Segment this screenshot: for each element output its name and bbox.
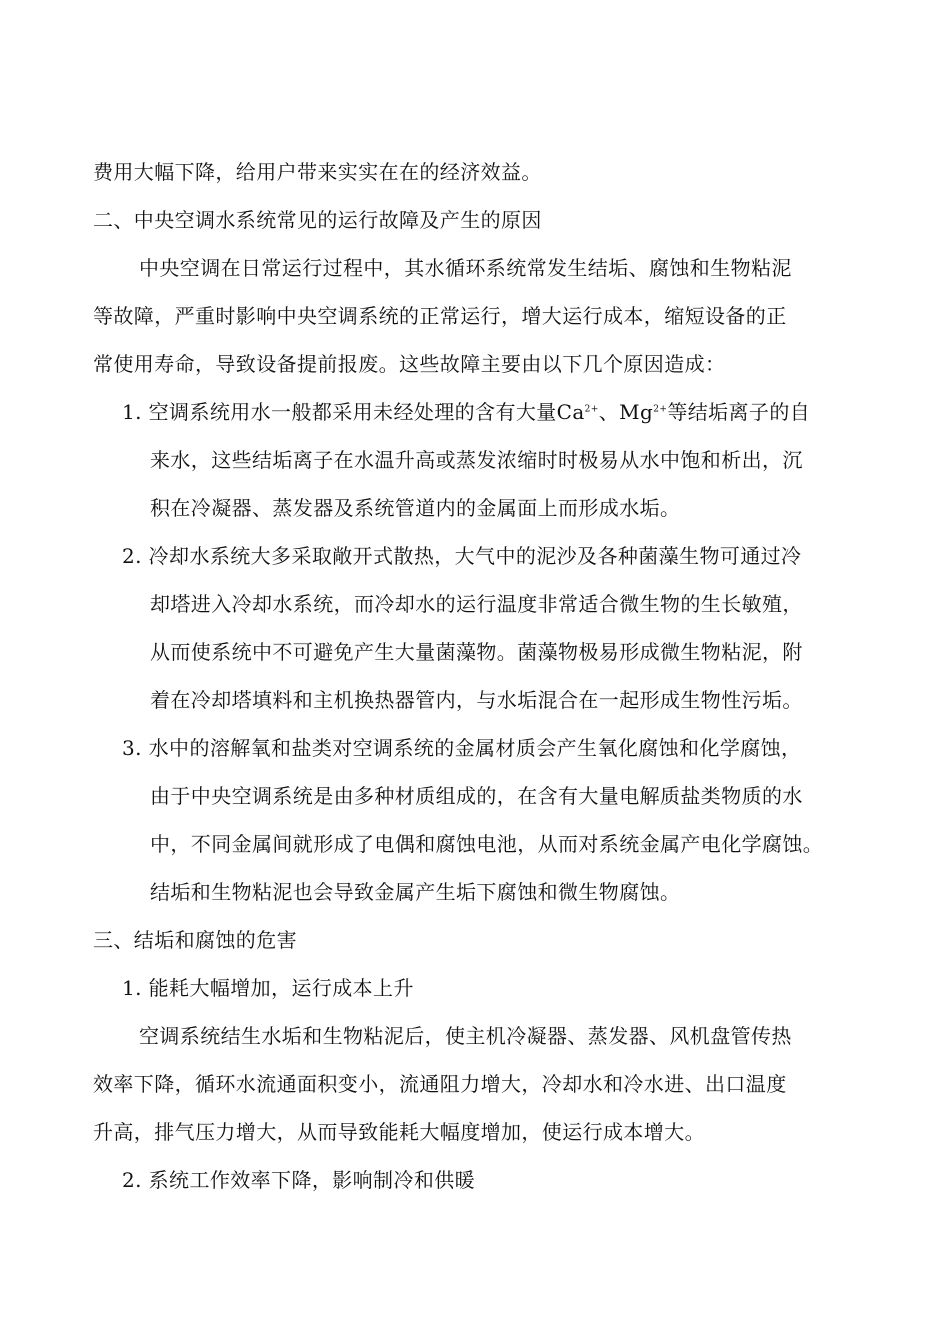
subsection-title: 2. 系统工作效率下降，影响制冷和供暖 (122, 1168, 476, 1192)
list-item-line: 来水，这些结垢离子在水温升高或蒸发浓缩时时极易从水中饱和析出，沉 (150, 448, 803, 472)
section-heading: 三、结垢和腐蚀的危害 (93, 928, 297, 952)
list-item-line: 3. 水中的溶解氧和盐类对空调系统的金属材质会产生氧化腐蚀和化学腐蚀， (122, 736, 802, 760)
separator: 、 (598, 400, 620, 424)
list-item-line: 积在冷凝器、蒸发器及系统管道内的金属面上而形成水垢。 (150, 496, 681, 520)
list-item-text: 1. 空调系统用水一般都采用未经处理的含有大量 (122, 400, 557, 424)
section-heading: 二、中央空调水系统常见的运行故障及产生的原因 (93, 208, 542, 232)
ion-symbol: Ca (556, 400, 585, 424)
ion-charge: 2+ (584, 404, 599, 415)
paragraph-line: 升高，排气压力增大，从而导致能耗大幅度增加，使运行成本增大。 (93, 1120, 705, 1144)
ion-charge: 2+ (653, 404, 668, 415)
paragraph-line: 空调系统结生水垢和生物粘泥后，使主机冷凝器、蒸发器、风机盘管传热 (139, 1024, 792, 1048)
list-item-text: 等结垢离子的自 (667, 400, 811, 424)
list-item-line: 从而使系统中不可避免产生大量菌藻物。菌藻物极易形成微生物粘泥，附 (150, 640, 803, 664)
list-item-line: 着在冷却塔填料和主机换热器管内，与水垢混合在一起形成生物性污垢。 (150, 688, 803, 712)
paragraph-line: 等故障，严重时影响中央空调系统的正常运行，增大运行成本，缩短设备的正 (93, 304, 787, 328)
paragraph-line: 常使用寿命，导致设备提前报废。这些故障主要由以下几个原因造成： (93, 352, 726, 376)
paragraph-line: 中央空调在日常运行过程中，其水循环系统常发生结垢、腐蚀和生物粘泥 (139, 256, 792, 280)
ion-symbol: Mg (619, 400, 654, 424)
paragraph-line: 效率下降，循环水流通面积变小，流通阻力增大，冷却水和冷水进、出口温度 (93, 1072, 787, 1096)
list-item-line (122, 399, 810, 425)
list-item-line: 结垢和生物粘泥也会导致金属产生垢下腐蚀和微生物腐蚀。 (150, 880, 681, 904)
intro-line: 费用大幅下降，给用户带来实实在在的经济效益。 (93, 160, 542, 184)
list-item-line: 由于中央空调系统是由多种材质组成的，在含有大量电解质盐类物质的水 (150, 784, 803, 808)
list-item-line: 中，不同金属间就形成了电偶和腐蚀电池，从而对系统金属产电化学腐蚀。 (150, 832, 824, 856)
subsection-title: 1. 能耗大幅增加，运行成本上升 (122, 976, 414, 1000)
list-item-line: 2. 冷却水系统大多采取敞开式散热，大气中的泥沙及各种菌藻生物可通过冷 (122, 544, 802, 568)
list-item-line: 却塔进入冷却水系统，而冷却水的运行温度非常适合微生物的生长敏殖， (150, 592, 803, 616)
